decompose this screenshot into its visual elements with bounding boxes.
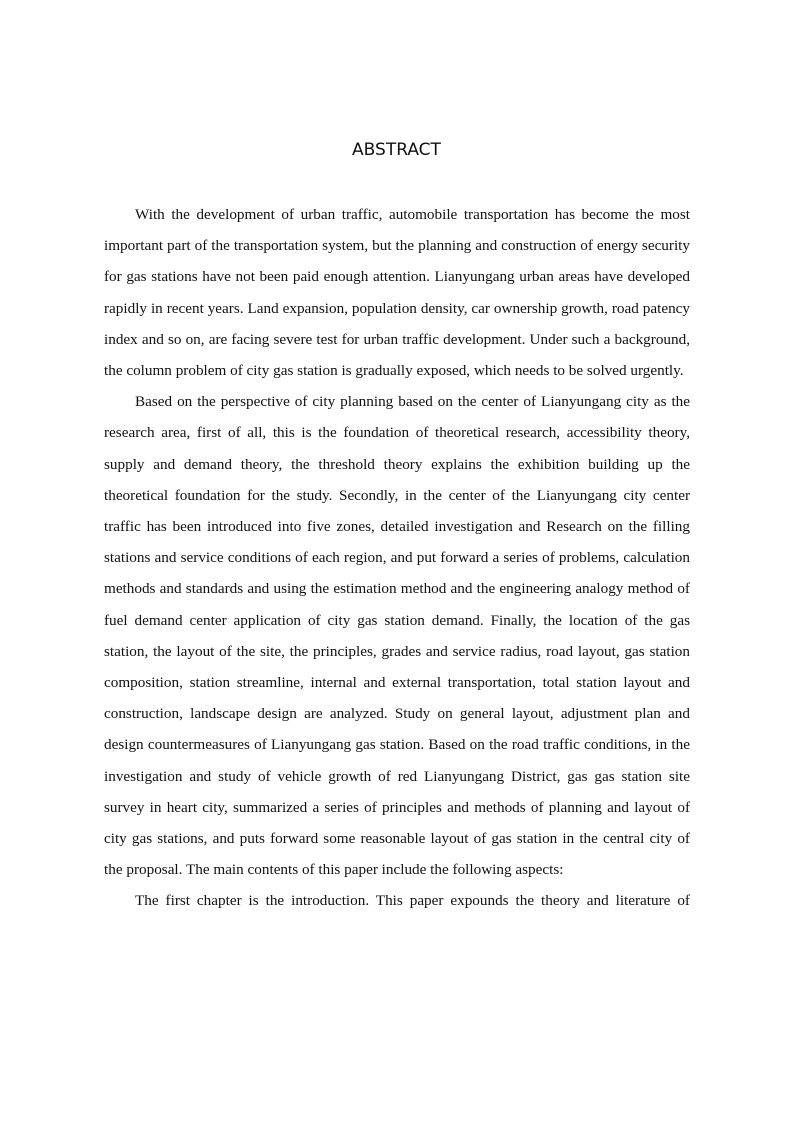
abstract-paragraph-1: With the development of urban traffic, automobile transportation has become the most important part of the transportation system, but the planning and construction of energy security for gas stations have not been paid enough attention. Lianyungang urban areas have developed rapidly in recent years. Land expansion, population density, car ownership growth, road patency index and so on, are facing severe test for urban traffic development. Under such a background, the column problem of city gas station is gradually exposed, which needs to be solved urgently. <box>104 206 690 380</box>
abstract-body <box>104 199 690 917</box>
abstract-paragraph-2: Based on the perspective of city planning based on the center of Lianyungang city as the research area, first of all, this is the foundation of theoretical research, accessibility theory, supply and demand theory, the threshold theory explains the exhibition building up the theoretical foundation for the study. Secondly, in the center of the Lianyungang city center traffic has been introduced into five zones, detailed investigation and Research on the filling stations and service conditions of each region, and put forward a series of problems, calculation methods and standards and using the estimation method and the engineering analogy method of fuel demand center application of city gas station demand. Finally, the location of the gas station, the layout of the site, the principles, grades and service radius, road layout, gas station composition, station streamline, internal and external transportation, total station layout and construction, landscape design are analyzed. Study on general layout, adjustment plan and design countermeasures of Lianyungang gas station. Based on the road traffic conditions, in the investigation and study of vehicle growth of red Lianyungang District, gas gas station site survey in heart city, summarized a series of principles and methods of planning and layout of city gas stations, and puts forward some reasonable layout of gas station in the central city of the proposal. The main contents of this paper include the following aspects: <box>104 393 690 879</box>
abstract-paragraph-3: The first chapter is the introduction. This paper expounds the theory and literature of <box>135 892 690 910</box>
abstract-heading: ABSTRACT <box>352 140 441 160</box>
